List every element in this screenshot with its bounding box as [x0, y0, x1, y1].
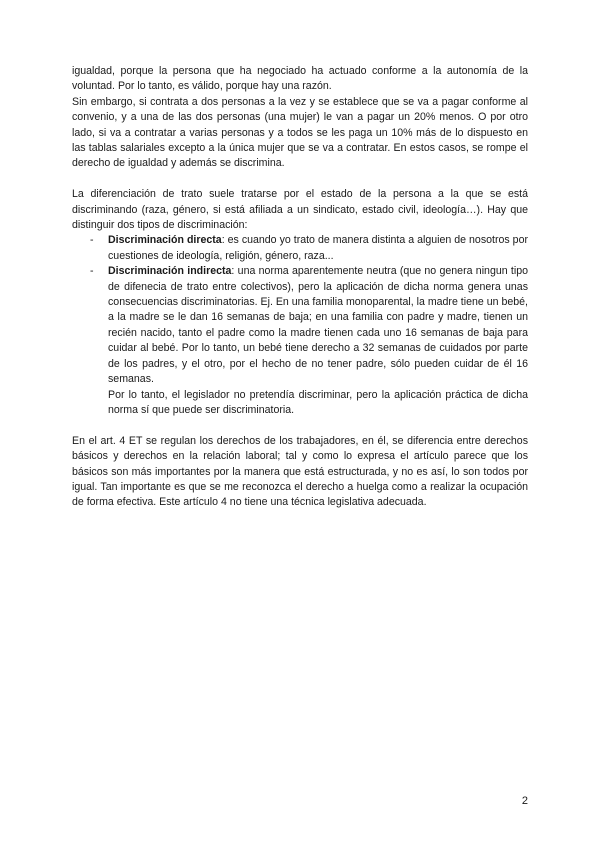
list-item-discriminacion-indirecta — [72, 264, 528, 418]
paragraph-gap — [72, 172, 528, 187]
definition-discriminacion-indirecta: : una norma aparentemente neutra (que no genera ningun tipo de difenecia de trato entre colectivos), pero la aplicación de dicha norma genera unas consecuencias discriminatorias. Ej. En una familia monoparental, la madre tiene un bebé, a la madre se le dan 16 semanas de baja; en una familia con padre y madre, tienen un recién nacido, tanto el padre como la madre tienen cada uno 16 semanas de baja para cuidar al bebé. Por lo tanto, un bebé tiene derecho a 32 semanas de cuidados por parte de los padres, y el otro, por el hecho de no tener padre, sólo pueden cuidar de él 16 semanas. — [108, 265, 529, 386]
definition-discriminacion-directa: : es cuando yo trato de manera distinta a alguien de nosotros por cuestiones de ideología, religión, género, raza... — [108, 234, 528, 262]
paragraph-contratacion: Sin embargo, si contrata a dos personas a la vez y se establece que se va a pagar conforme al convenio, y a una de las dos personas (una mujer) le van a pagar un 20% menos. O por otro lado, si va a contratar a varias personas y a todos se les paga un 10% más de lo dispuesto en las tablas salariales excepto a la única mujer que se va a contratar. En estos casos, se rompe el derecho de igualdad y además se discrimina. — [72, 95, 528, 170]
page-number: 2 — [521, 795, 528, 807]
paragraph-art4-et: En el art. 4 ET se regulan los derechos de los trabajadores, en él, se diferencia entre derechos básicos y derechos en la relación laboral; tal y como lo expresa el artículo parece que los básicos son más importantes por la manera que está estructurada, y no es así, lo son todos por igual. Tan importante es que se me reconozca el derecho a huelga como a realizar la ocupación de forma efectiva. Este artículo 4 no tiene una técnica legislativa adecuada. — [72, 434, 528, 509]
term-discriminacion-directa: Discriminación directa — [108, 234, 222, 247]
discrimination-types-list — [72, 233, 528, 418]
paragraph-gap — [72, 418, 528, 433]
list-item-discriminacion-directa — [72, 233, 528, 264]
paragraph-autonomia: igualdad, porque la persona que ha negociado ha actuado conforme a la autonomía de la voluntad. Por lo tanto, es válido, porque hay una razón. — [72, 65, 528, 93]
term-discriminacion-indirecta: Discriminación indirecta — [108, 265, 232, 278]
document-page — [72, 64, 528, 511]
paragraph-diferenciacion: La diferenciación de trato suele tratarse por el estado de la persona a la que se está discriminando (raza, género, si está afiliada a un sindicato, estado civil, ideología…). Hay que distinguir dos tipos de discriminación: — [72, 188, 528, 232]
list-bullet-dash: - — [90, 234, 94, 247]
list-bullet-dash: - — [90, 265, 94, 278]
conclusion-discriminacion-indirecta: Por lo tanto, el legislador no pretendía discriminar, pero la aplicación práctica de dicha norma sí que puede ser discriminatoria. — [108, 388, 528, 416]
